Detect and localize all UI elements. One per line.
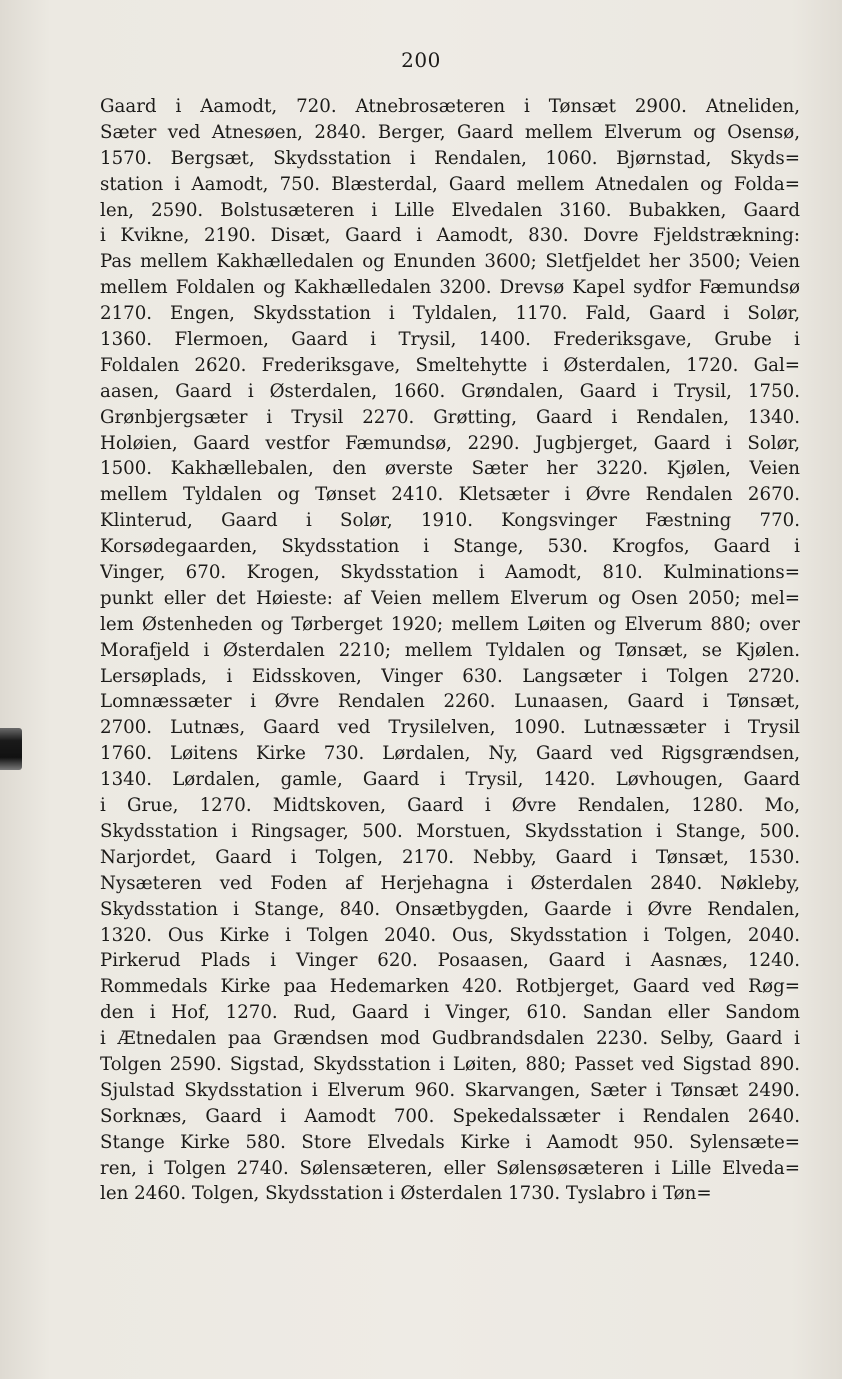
text-line: mellem Tyldalen og Tønset 2410. Kletsæter i Øvre Rendalen 2670. bbox=[100, 484, 800, 506]
text-line: Foldalen 2620. Frederiksgave, Smeltehytte i Østerdalen, 1720. Gal= bbox=[100, 354, 800, 376]
binding-clip-mark bbox=[0, 728, 22, 770]
text-line: i Kvikne, 2190. Disæt, Gaard i Aamodt, 830. Dovre Fjeldstrækning: bbox=[100, 225, 800, 247]
text-line: Sæter ved Atnesøen, 2840. Berger, Gaard mellem Elverum og Osensø, bbox=[100, 121, 800, 143]
text-line: 1340. Lørdalen, gamle, Gaard i Trysil, 1420. Løvhougen, Gaard bbox=[100, 769, 800, 791]
text-line: 1500. Kakhællebalen, den øverste Sæter her 3220. Kjølen, Veien bbox=[100, 458, 800, 480]
text-line: 1760. Løitens Kirke 730. Lørdalen, Ny, Gaard ved Rigsgrændsen, bbox=[100, 743, 800, 765]
text-line: Sjulstad Skydsstation i Elverum 960. Skarvangen, Sæter i Tønsæt 2490. bbox=[100, 1079, 800, 1101]
text-line: Holøien, Gaard vestfor Fæmundsø, 2290. Jugbjerget, Gaard i Solør, bbox=[100, 432, 800, 454]
text-line: 1570. Bergsæt, Skydsstation i Rendalen, 1060. Bjørnstad, Skyds= bbox=[100, 147, 800, 169]
text-line: 1360. Flermoen, Gaard i Trysil, 1400. Frederiksgave, Grube i bbox=[100, 329, 800, 351]
text-line: Narjordet, Gaard i Tolgen, 2170. Nebby, Gaard i Tønsæt, 1530. bbox=[100, 846, 800, 868]
text-line: Morafjeld i Østerdalen 2210; mellem Tyldalen og Tønsæt, se Kjølen. bbox=[100, 639, 800, 661]
text-line: lem Østenheden og Tørberget 1920; mellem Løiten og Elverum 880; over bbox=[100, 613, 800, 635]
text-line: Nysæteren ved Foden af Herjehagna i Østerdalen 2840. Nøkleby, bbox=[100, 872, 800, 894]
text-line: Skydsstation i Ringsager, 500. Morstuen, Skydsstation i Stange, 500. bbox=[100, 820, 800, 842]
gazetteer-text bbox=[100, 94, 800, 1207]
text-line: Sorknæs, Gaard i Aamodt 700. Spekedalssæter i Rendalen 2640. bbox=[100, 1105, 800, 1127]
text-line: i Grue, 1270. Midtskoven, Gaard i Øvre Rendalen, 1280. Mo, bbox=[100, 795, 800, 817]
text-line: Lomnæssæter i Øvre Rendalen 2260. Lunaasen, Gaard i Tønsæt, bbox=[100, 691, 800, 713]
text-line: aasen, Gaard i Østerdalen, 1660. Grøndalen, Gaard i Trysil, 1750. bbox=[100, 380, 800, 402]
text-line: Klinterud, Gaard i Solør, 1910. Kongsvinger Fæstning 770. bbox=[100, 510, 800, 532]
text-line: Skydsstation i Stange, 840. Onsætbygden, Gaarde i Øvre Rendalen, bbox=[100, 898, 800, 920]
text-line: Rommedals Kirke paa Hedemarken 420. Rotbjerget, Gaard ved Røg= bbox=[100, 976, 800, 998]
text-line: Gaard i Aamodt, 720. Atnebrosæteren i Tønsæt 2900. Atneliden, bbox=[100, 96, 800, 117]
text-line: punkt eller det Høieste: af Veien mellem Elverum og Osen 2050; mel= bbox=[100, 587, 800, 609]
page-number: 200 bbox=[401, 48, 441, 72]
text-line: 1320. Ous Kirke i Tolgen 2040. Ous, Skydsstation i Tolgen, 2040. bbox=[100, 924, 800, 946]
text-line: len, 2590. Bolstusæteren i Lille Elvedalen 3160. Bubakken, Gaard bbox=[100, 199, 800, 221]
text-line: station i Aamodt, 750. Blæsterdal, Gaard mellem Atnedalen og Folda= bbox=[100, 173, 800, 195]
text-line: i Ætnedalen paa Grændsen mod Gudbrandsdalen 2230. Selby, Gaard i bbox=[100, 1028, 800, 1050]
text-line: Pas mellem Kakhælledalen og Enunden 3600; Sletfjeldet her 3500; Veien bbox=[100, 251, 800, 273]
text-line: Tolgen 2590. Sigstad, Skydsstation i Løiten, 880; Passet ved Sigstad 890. bbox=[100, 1053, 800, 1075]
text-line: Grønbjergsæter i Trysil 2270. Grøtting, Gaard i Rendalen, 1340. bbox=[100, 406, 800, 428]
text-line: den i Hof, 1270. Rud, Gaard i Vinger, 610. Sandan eller Sandom bbox=[100, 1002, 800, 1024]
text-line: Korsødegaarden, Skydsstation i Stange, 530. Krogfos, Gaard i bbox=[100, 536, 800, 558]
text-line: Lersøplads, i Eidsskoven, Vinger 630. Langsæter i Tolgen 2720. bbox=[100, 665, 800, 687]
text-line: ren, i Tolgen 2740. Sølensæteren, eller Sølensøsæteren i Lille Elveda= bbox=[100, 1157, 800, 1179]
text-line: len 2460. Tolgen, Skydsstation i Østerdalen 1730. Tyslabro i Tøn= bbox=[100, 1183, 712, 1205]
text-line: Vinger, 670. Krogen, Skydsstation i Aamodt, 810. Kulminations= bbox=[100, 562, 800, 584]
text-line: Pirkerud Plads i Vinger 620. Posaasen, Gaard i Aasnæs, 1240. bbox=[100, 950, 800, 972]
text-line: 2170. Engen, Skydsstation i Tyldalen, 1170. Fald, Gaard i Solør, bbox=[100, 303, 800, 325]
text-line: 2700. Lutnæs, Gaard ved Trysilelven, 1090. Lutnæssæter i Trysil bbox=[100, 717, 800, 739]
text-line: Stange Kirke 580. Store Elvedals Kirke i Aamodt 950. Sylensæte= bbox=[100, 1131, 800, 1153]
text-line: mellem Foldalen og Kakhælledalen 3200. Drevsø Kapel sydfor Fæmundsø bbox=[100, 277, 800, 299]
